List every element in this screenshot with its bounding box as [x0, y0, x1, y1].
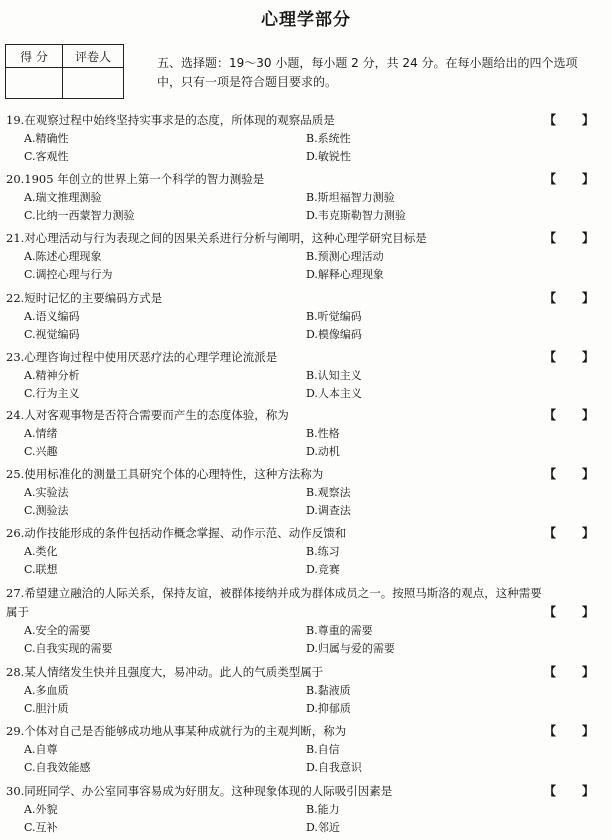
- question-stem: [6, 464, 602, 484]
- bracket-close: 】: [581, 113, 594, 127]
- option-d[interactable]: D.敏锐性: [306, 150, 351, 163]
- option-b[interactable]: B.尊重的需要: [306, 624, 373, 637]
- option-c[interactable]: C.视觉编码: [24, 328, 80, 341]
- bracket-open: 【: [543, 291, 556, 305]
- option-row: [6, 189, 602, 207]
- option-row: [6, 367, 602, 385]
- option-row: [6, 484, 602, 502]
- section-instructions: 五、选择题：19～30 小题，每小题 2 分，共 24 分。在每小题给出的四个选项中，只有一项是符合题目要求的。: [157, 56, 578, 89]
- option-c[interactable]: C.兴趣: [24, 445, 58, 458]
- question-stem-text: 19.在观察过程中始终坚持实事求是的态度，所体现的观察品质是: [6, 113, 335, 127]
- question-stem: [6, 228, 602, 248]
- option-b[interactable]: B.性格: [306, 427, 340, 440]
- answer-bracket[interactable]: [544, 464, 594, 484]
- option-b[interactable]: B.练习: [306, 545, 340, 558]
- option-a[interactable]: A.类化: [24, 545, 58, 558]
- option-a[interactable]: A.实验法: [24, 486, 69, 499]
- bracket-close: 】: [581, 605, 594, 619]
- option-d[interactable]: D.解释心理现象: [306, 268, 384, 281]
- option-c[interactable]: C.自我效能感: [24, 761, 91, 774]
- bracket-open: 【: [543, 665, 556, 679]
- question-21: [6, 228, 602, 284]
- option-a[interactable]: A.语义编码: [24, 310, 80, 323]
- option-d[interactable]: D.自我意识: [306, 761, 362, 774]
- option-row: [6, 561, 602, 579]
- question-stem-text: 30.同班同学、办公室同事容易成为好朋友。这种现象体现的人际吸引因素是: [6, 784, 393, 798]
- option-row: [6, 819, 602, 837]
- bracket-open: 【: [543, 172, 556, 186]
- bracket-close: 】: [581, 231, 594, 245]
- bracket-close: 】: [581, 291, 594, 305]
- question-30: [6, 781, 602, 837]
- option-c[interactable]: C.行为主义: [24, 387, 80, 400]
- option-b[interactable]: B.斯坦福智力测验: [306, 191, 395, 204]
- bracket-close: 】: [581, 665, 594, 679]
- question-stem-text: 20.1905 年创立的世界上第一个科学的智力测验是: [6, 172, 265, 186]
- option-c[interactable]: C.测验法: [24, 504, 69, 517]
- option-row: [6, 741, 602, 759]
- question-28: [6, 662, 602, 718]
- bracket-open: 【: [543, 526, 556, 540]
- option-a[interactable]: A.多血质: [24, 684, 69, 697]
- reviewer-label: 评卷人: [63, 45, 124, 68]
- question-stem-text: 21.对心理活动与行为表现之间的因果关系进行分析与阐明，这种心理学研究目标是: [6, 231, 427, 245]
- option-row: [6, 308, 602, 326]
- option-a[interactable]: A.安全的需要: [24, 624, 91, 637]
- answer-bracket[interactable]: [544, 228, 594, 248]
- question-26: [6, 523, 602, 579]
- bracket-close: 】: [581, 784, 594, 798]
- option-d[interactable]: D.归属与爱的需要: [306, 642, 395, 655]
- option-d[interactable]: D.竞赛: [306, 563, 340, 576]
- question-stem: [6, 781, 602, 801]
- option-d[interactable]: D.韦克斯勒智力测验: [306, 209, 406, 222]
- bracket-open: 【: [543, 231, 556, 245]
- score-label: 得 分: [6, 45, 63, 68]
- question-stem: [6, 721, 602, 741]
- question-stem: [6, 347, 602, 367]
- bracket-close: 】: [581, 350, 594, 364]
- option-d[interactable]: D.动机: [306, 445, 340, 458]
- question-19: [6, 110, 602, 166]
- option-d[interactable]: D.邻近: [306, 821, 340, 834]
- bracket-open: 【: [543, 467, 556, 481]
- option-row: [6, 640, 602, 658]
- answer-bracket[interactable]: [544, 721, 594, 741]
- option-b[interactable]: B.系统性: [306, 132, 351, 145]
- question-stem-text: 25.使用标准化的测量工具研究个体的心理特性，这种方法称为: [6, 467, 324, 481]
- option-row: [6, 682, 602, 700]
- option-row: [6, 326, 602, 344]
- option-a[interactable]: A.外貌: [24, 803, 58, 816]
- answer-bracket[interactable]: [544, 405, 594, 425]
- question-27: [6, 584, 602, 658]
- answer-bracket[interactable]: [544, 347, 594, 367]
- question-stem: [6, 288, 602, 308]
- bracket-open: 【: [543, 784, 556, 798]
- question-23: [6, 347, 602, 403]
- bracket-close: 】: [581, 724, 594, 738]
- bracket-close: 】: [581, 467, 594, 481]
- question-29: [6, 721, 602, 777]
- option-row: [6, 207, 602, 225]
- option-a[interactable]: A.精确性: [24, 132, 69, 145]
- question-stem-text: 23.心理咨询过程中使用厌恶疗法的心理学理论流派是: [6, 350, 278, 364]
- option-row: [6, 385, 602, 403]
- question-stem: [6, 405, 602, 425]
- option-row: [6, 148, 602, 166]
- option-c[interactable]: C.联想: [24, 563, 58, 576]
- option-row: [6, 700, 602, 718]
- option-b[interactable]: B.听觉编码: [306, 310, 362, 323]
- option-row: [6, 759, 602, 777]
- option-b[interactable]: B.能力: [306, 803, 340, 816]
- reviewer-cell[interactable]: [63, 68, 124, 99]
- option-c[interactable]: C.自我实现的需要: [24, 642, 113, 655]
- question-stem: [6, 523, 602, 543]
- question-stem-text: 29.个体对自己是否能够成功地从事某种成就行为的主观判断，称为: [6, 724, 347, 738]
- score-table: [5, 44, 124, 99]
- bracket-close: 】: [581, 408, 594, 422]
- question-20: [6, 169, 602, 225]
- option-row: [6, 130, 602, 148]
- question-stem-text: 26.动作技能形成的条件包括动作概念掌握、动作示范、动作反馈和: [6, 526, 347, 540]
- option-a[interactable]: A.瑞文推理测验: [24, 191, 102, 204]
- question-stem: [6, 662, 602, 682]
- option-row: [6, 801, 602, 819]
- option-c[interactable]: C.比纳一西蒙智力测验: [24, 209, 135, 222]
- question-stem-text: 22.短时记忆的主要编码方式是: [6, 291, 163, 305]
- option-c[interactable]: C.互补: [24, 821, 58, 834]
- answer-bracket[interactable]: [544, 781, 594, 801]
- option-row: [6, 425, 602, 443]
- question-22: [6, 288, 602, 344]
- option-b[interactable]: B.预测心理活动: [306, 250, 384, 263]
- bracket-open: 【: [543, 724, 556, 738]
- option-d[interactable]: D.调查法: [306, 504, 351, 517]
- option-row: [6, 622, 602, 640]
- answer-bracket[interactable]: [544, 110, 594, 130]
- bracket-open: 【: [543, 350, 556, 364]
- question-stem-text: 28.某人情绪发生快并且强度大，易冲动。此人的气质类型属于: [6, 665, 324, 679]
- question-stem-text: 27.希望建立融洽的人际关系，保持友谊，被群体接纳并成为群体成员之一。按照马斯洛的观点，这种需要属于: [6, 586, 542, 619]
- page-title: 心理学部分: [261, 10, 351, 30]
- bracket-close: 】: [581, 526, 594, 540]
- question-24: [6, 405, 602, 461]
- option-d[interactable]: D.抑郁质: [306, 702, 351, 715]
- bracket-close: 】: [581, 172, 594, 186]
- question-25: [6, 464, 602, 520]
- option-row: [6, 248, 602, 266]
- option-row: [6, 502, 602, 520]
- score-cell[interactable]: [6, 68, 63, 99]
- question-stem: [6, 110, 602, 130]
- option-b[interactable]: B.黏液质: [306, 684, 351, 697]
- option-a[interactable]: A.情绪: [24, 427, 58, 440]
- bracket-open: 【: [543, 605, 556, 619]
- option-b[interactable]: B.观察法: [306, 486, 351, 499]
- question-stem: [6, 169, 602, 189]
- option-c[interactable]: C.调控心理与行为: [24, 268, 113, 281]
- bracket-open: 【: [543, 408, 556, 422]
- option-row: [6, 266, 602, 284]
- option-c[interactable]: C.胆汁质: [24, 702, 69, 715]
- option-a[interactable]: A.自尊: [24, 743, 58, 756]
- question-stem-text: 24.人对客观事物是否符合需要而产生的态度体验，称为: [6, 408, 289, 422]
- option-b[interactable]: B.自信: [306, 743, 340, 756]
- option-d[interactable]: D.人本主义: [306, 387, 362, 400]
- option-b[interactable]: B.认知主义: [306, 369, 362, 382]
- option-a[interactable]: A.精神分析: [24, 369, 80, 382]
- option-d[interactable]: D.模像编码: [306, 328, 362, 341]
- option-row: [6, 543, 602, 561]
- question-stem: [6, 584, 602, 622]
- answer-bracket[interactable]: [544, 288, 594, 308]
- answer-bracket[interactable]: [544, 603, 594, 622]
- answer-bracket[interactable]: [544, 169, 594, 189]
- answer-bracket[interactable]: [544, 662, 594, 682]
- option-c[interactable]: C.客观性: [24, 150, 69, 163]
- bracket-open: 【: [543, 113, 556, 127]
- answer-bracket[interactable]: [544, 523, 594, 543]
- option-row: [6, 443, 602, 461]
- option-a[interactable]: A.陈述心理现象: [24, 250, 102, 263]
